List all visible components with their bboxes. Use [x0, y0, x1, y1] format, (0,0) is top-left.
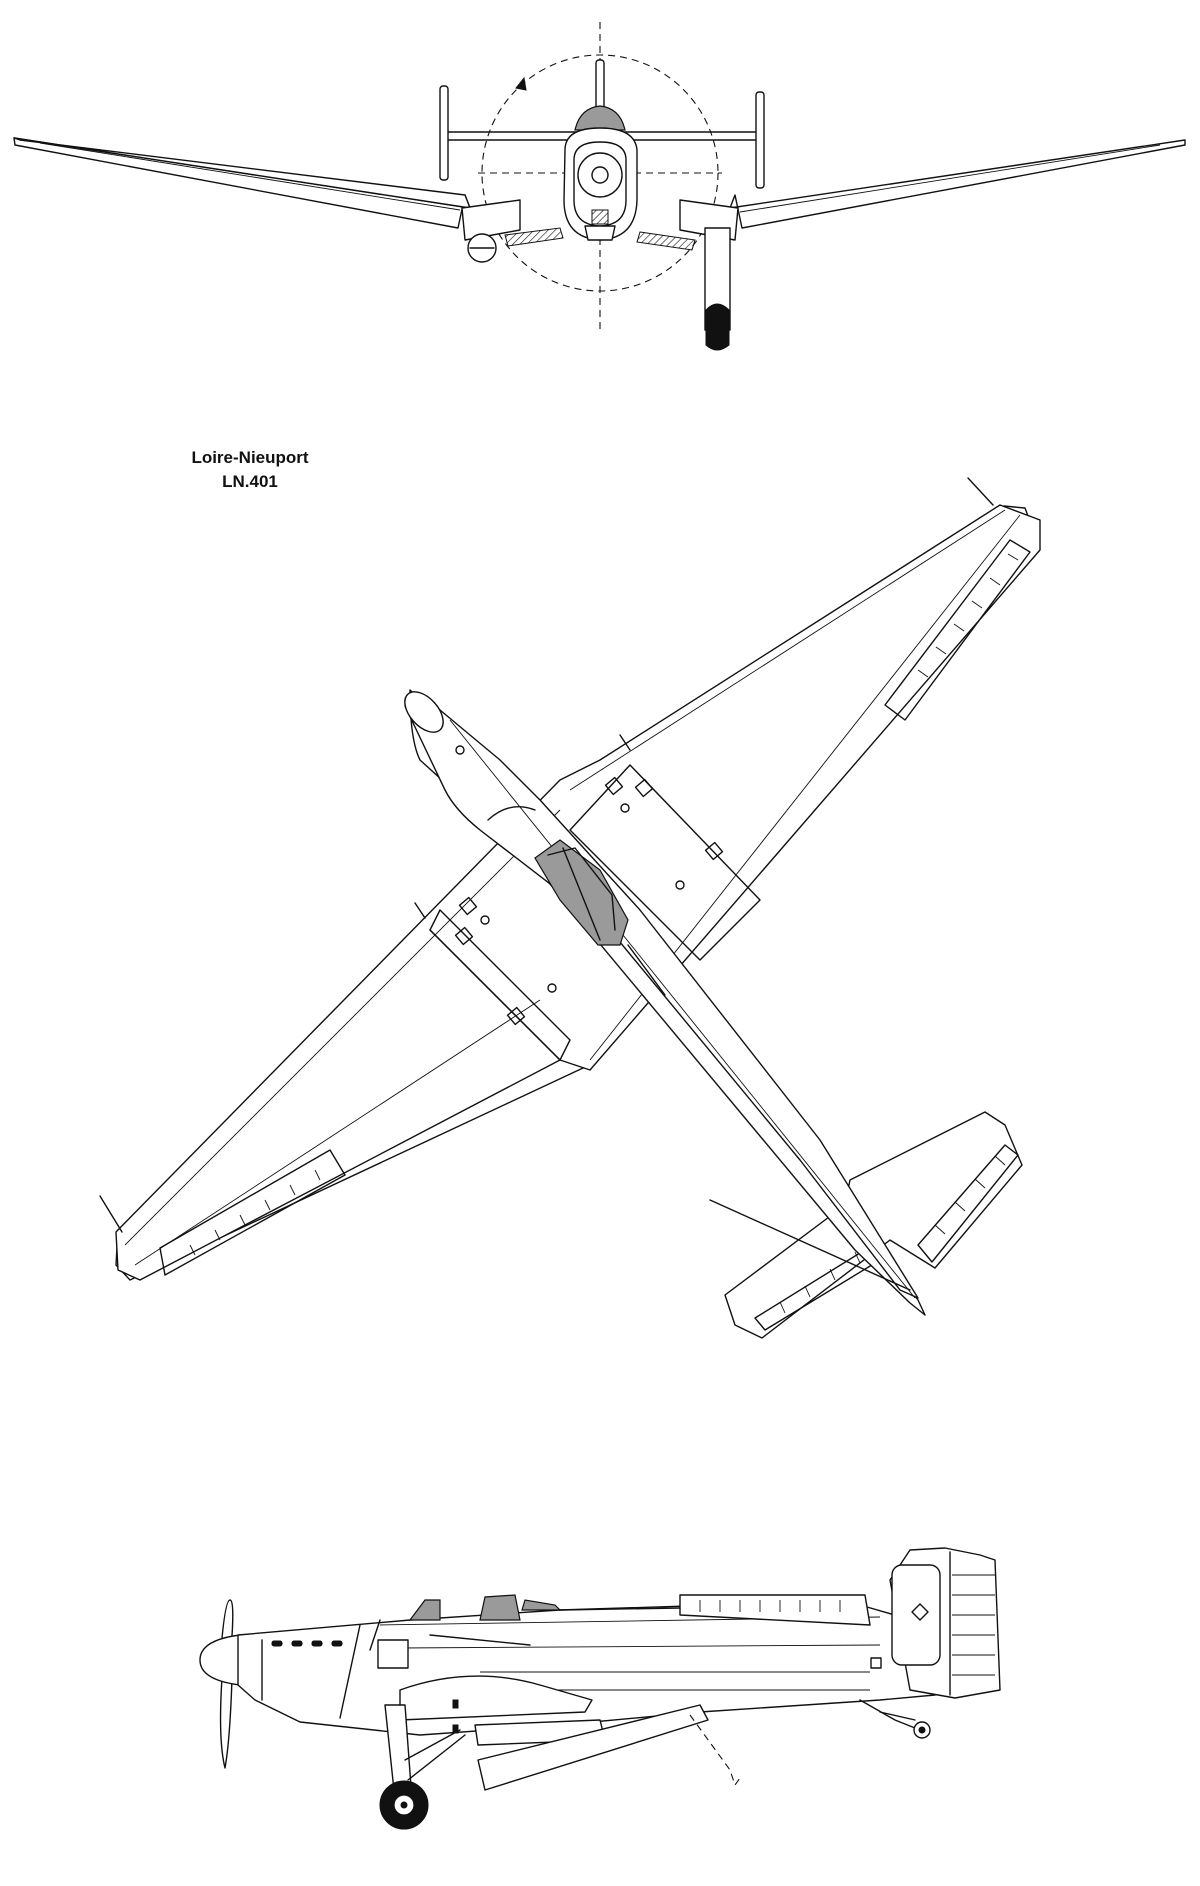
canopy-side	[480, 1595, 520, 1620]
left-wing	[14, 138, 470, 228]
canopy-front	[575, 106, 625, 130]
manufacturer-label: Loire-Nieuport	[191, 448, 309, 467]
propeller-lower-blade	[221, 1678, 232, 1768]
spinner-side	[200, 1635, 240, 1685]
side-view	[200, 1548, 1000, 1829]
tailplane-end-side	[892, 1565, 940, 1665]
right-wheel	[706, 304, 729, 350]
left-fin	[440, 86, 448, 180]
front-view	[14, 22, 1185, 350]
right-wing	[730, 140, 1185, 228]
windscreen	[410, 1600, 440, 1620]
rotation-arrow	[516, 78, 526, 90]
model-label: LN.401	[222, 472, 278, 491]
plan-view	[100, 478, 1040, 1338]
exhaust-stack-1	[272, 1641, 282, 1646]
right-fin	[756, 92, 764, 188]
